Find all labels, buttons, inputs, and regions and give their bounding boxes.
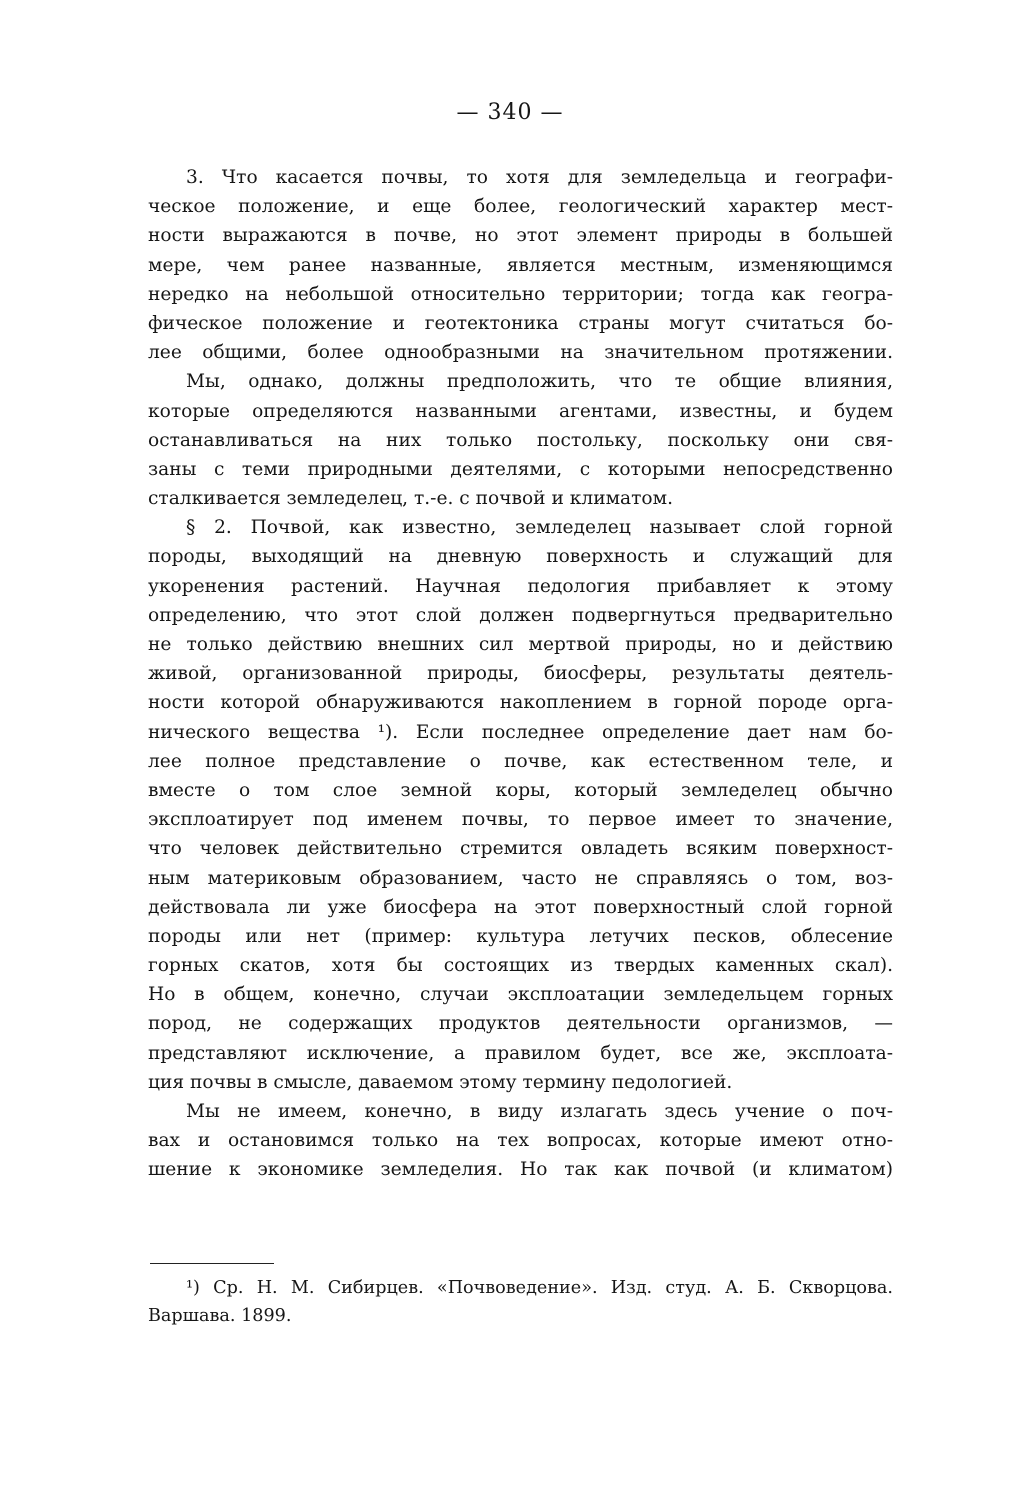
body-text-line: заны с теми природными деятелями, с которыми непосредственно bbox=[148, 458, 893, 480]
body-text-line: фическое положение и геотектоника страны могут считаться бо- bbox=[148, 312, 893, 334]
body-text-line: породы, выходящий на дневную поверхность и служащий для bbox=[148, 546, 893, 568]
body-text-line: что человек действительно стремится овладеть всяким поверхност- bbox=[148, 838, 893, 860]
body-text-line: ческое положение, и еще более, геологический характер мест- bbox=[148, 196, 893, 218]
body-text-line: представляют исключение, а правилом будет, все же, эксплоата- bbox=[148, 1042, 893, 1064]
body-text-line: нередко на небольшой относительно территории; тогда как геогра- bbox=[148, 283, 893, 305]
body-text-line: вместе о том слое земной коры, который земледелец обычно bbox=[148, 779, 893, 801]
body-text-line: горных скатов, хотя бы состоящих из твердых каменных скал). bbox=[148, 955, 893, 977]
body-text-line: ция почвы в смысле, даваемом этому термину педологией. bbox=[148, 1071, 733, 1093]
footnote-separator bbox=[150, 1263, 274, 1264]
body-text-line: мере, чем ранее названные, является местным, изменяющимся bbox=[148, 254, 893, 276]
body-text-line: нического вещества ¹). Если последнее определение дает нам бо- bbox=[148, 721, 893, 743]
footnote-line: ¹) Ср. Н. М. Сибирцев. «Почвоведение». Изд. студ. А. Б. Скворцова. bbox=[186, 1278, 893, 1298]
body-text-line: шение к экономике земледелия. Но так как почвой (и климатом) bbox=[148, 1159, 893, 1181]
body-text-line: определению, что этот слой должен подвергнуться предварительно bbox=[148, 604, 893, 626]
body-text-line: сталкивается земледелец, т.-е. с почвой и климатом. bbox=[148, 488, 673, 510]
page-number: — 340 — bbox=[456, 100, 564, 125]
body-text-line: которые определяются названными агентами, известны, и будем bbox=[148, 400, 893, 422]
body-text-line: укоренения растений. Научная педология прибавляет к этому bbox=[148, 575, 893, 597]
body-text-line: 3. Что касается почвы, то хотя для земледельца и географи- bbox=[186, 167, 893, 188]
body-text-line: лее общими, более однообразными на значительном протяжении. bbox=[148, 342, 893, 364]
body-text-line: не только действию внешних сил мертвой природы, но и действию bbox=[148, 634, 893, 655]
body-text-line: ности выражаются в почве, но этот элемент природы в большей bbox=[148, 225, 893, 247]
body-text bbox=[148, 163, 893, 1185]
body-text-line: останавливаться на них только постольку, поскольку они свя- bbox=[148, 429, 893, 451]
body-text-line: ности которой обнаруживаются накоплением в горной породе орга- bbox=[148, 692, 893, 714]
body-text-line: Но в общем, конечно, случаи эксплоатации земледельцем горных bbox=[148, 984, 893, 1006]
body-text-line: § 2. Почвой, как известно, земледелец называет слой горной bbox=[186, 517, 893, 539]
body-text-line: действовала ли уже биосфера на этот поверхностный слой горной bbox=[148, 896, 893, 918]
body-text-line: пород, не содержащих продуктов деятельности организмов, — bbox=[148, 1013, 893, 1035]
body-text-line: эксплоатирует под именем почвы, то первое имеет то значение, bbox=[148, 809, 893, 831]
body-text-line: лее полное представление о почве, как естественном теле, и bbox=[148, 750, 893, 772]
body-text-line: ным материковым образованием, часто не справляясь о том, воз- bbox=[148, 867, 893, 889]
body-text-line: Мы, однако, должны предположить, что те общие влияния, bbox=[186, 371, 893, 393]
body-text-line: Мы не имеем, конечно, в виду излагать здесь учение о поч- bbox=[186, 1101, 893, 1122]
footnote-line: Варшава. 1899. bbox=[148, 1305, 292, 1326]
body-text-line: породы или нет (пример: культура летучих песков, облесение bbox=[148, 925, 893, 947]
footnote bbox=[148, 1275, 893, 1330]
body-text-line: вах и остановимся только на тех вопросах, которые имеют отно- bbox=[148, 1130, 893, 1152]
body-text-line: живой, организованной природы, биосферы, результаты деятель- bbox=[148, 663, 893, 685]
